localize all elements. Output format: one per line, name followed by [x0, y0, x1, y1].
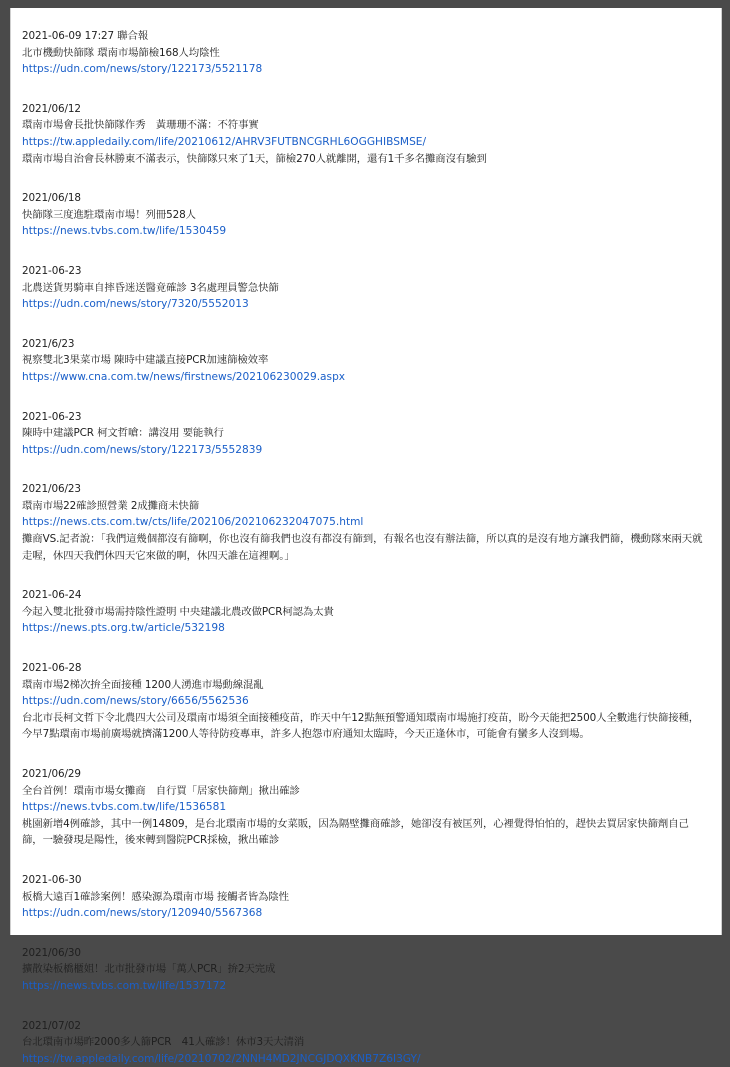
news-entry [22, 336, 709, 386]
entry-title: 環南市場22確診照營業 2成攤商未快篩 [22, 499, 200, 512]
entry-title: 快篩隊三度進駐環南市場！列冊528人 [22, 208, 196, 221]
entry-link[interactable]: https://udn.com/news/story/6656/5562536 [22, 695, 249, 708]
news-entry [22, 1018, 709, 1067]
entry-title: 環南市場2梯次拚全面接種 1200人湧進市場動線混亂 [22, 678, 264, 691]
entry-title: 陳時中建議PCR 柯文哲嗆：講沒用 要能執行 [22, 427, 224, 440]
entry-date: 2021/06/12 [22, 102, 81, 115]
news-entry [22, 872, 709, 922]
document-page [10, 8, 722, 1065]
entry-link[interactable]: https://news.cts.com.tw/cts/life/202106/202106232047075.html [22, 516, 364, 529]
entry-date: 2021/06/18 [22, 192, 81, 205]
entry-date: 2021-06-30 [22, 873, 82, 886]
entry-date: 2021/06/29 [22, 768, 81, 780]
entry-title: 全台首例！環南市場女攤商 自行買「居家快篩劑」揪出確診 [22, 784, 300, 797]
entry-note: 環南市場自治會長林勝東不滿表示，快篩隊只來了1天，篩檢270人就離開，還有1千多名攤商沒有驗到 [22, 152, 487, 165]
entry-link[interactable]: https://tw.appledaily.com/life/20210612/AHRV3FUTBNCGRHL6OGGHIBSMSE/ [22, 135, 427, 148]
entry-note: 桃園新增4例確診，其中一例14809，是台北環南市場的女菜販，因為隔壁攤商確診，她卻沒有被匡列，心裡覺得怕怕的，趕快去買居家快篩劑自己篩，一驗發現是陽性，後來轉到醫院PCR採檢，揪出確診 [22, 817, 689, 847]
entry-title: 環南市場會長批快篩隊作秀 黃珊珊不滿：不符事實 [22, 119, 259, 132]
news-entry [22, 660, 709, 743]
entry-link[interactable]: https://tw.appledaily.com/life/20210702/2NNH4MD2JNCGJDQXKNB7Z6I3GY/ [22, 1052, 421, 1065]
news-entry [22, 481, 709, 564]
entry-link[interactable]: https://news.tvbs.com.tw/life/1530459 [22, 225, 227, 238]
entry-title: 板橋大遠百1確診案例！感染源為環南市場 接觸者皆為陰性 [22, 890, 289, 903]
entry-title: 視察雙北3果菜市場 陳時中建議直接PCR加速篩檢效率 [22, 354, 269, 367]
news-entry [22, 101, 709, 167]
entry-link[interactable]: https://www.cna.com.tw/news/firstnews/202106230029.aspx [22, 370, 346, 383]
entry-title: 今起入雙北批發市場需持陰性證明 中央建議北農改做PCR柯認為太貴 [22, 605, 334, 618]
entry-date: 2021-06-23 [22, 264, 82, 277]
entry-link[interactable]: https://news.pts.org.tw/article/532198 [22, 622, 225, 635]
news-entry [22, 190, 709, 240]
entry-link[interactable]: https://udn.com/news/story/122173/5521178 [22, 63, 263, 76]
entry-link[interactable]: https://news.tvbs.com.tw/life/1536581 [22, 801, 227, 814]
news-entry [22, 945, 709, 995]
entry-link[interactable]: https://news.tvbs.com.tw/life/1537172 [22, 979, 227, 992]
news-entry [22, 28, 709, 78]
entry-link[interactable]: https://udn.com/news/story/7320/5552013 [22, 298, 249, 311]
entry-date: 2021-06-09 17:27 聯合報 [22, 30, 149, 42]
entry-title: 台北環南市場昨2000多人篩PCR 41人確診！休市3天大清消 [22, 1036, 305, 1049]
entry-date: 2021/06/30 [22, 946, 81, 959]
entry-link[interactable]: https://udn.com/news/story/120940/5567368 [22, 907, 263, 920]
entry-title: 北市機動快篩隊 環南市場篩檢168人均陰性 [22, 46, 220, 59]
news-entry [22, 263, 709, 313]
entry-note: 台北市長柯文哲下令北農四大公司及環南市場須全面接種疫苗，昨天中午12點無預警通知環南市場施打疫苗，盼今天能把2500人全數進行快篩接種，今早7點環南市場前廣場就擠滿1200人等待防疫專車，許多人抱怨市府通知太臨時，今天正逢休市，可能會有蠻多人沒到場。 [22, 711, 700, 741]
entry-date: 2021-06-28 [22, 662, 82, 675]
entry-link[interactable]: https://udn.com/news/story/122173/5552839 [22, 443, 263, 456]
entry-date: 2021/06/23 [22, 483, 81, 496]
entry-date: 2021/07/02 [22, 1019, 81, 1032]
entry-title: 北農送貨男騎車自摔昏迷送醫竟確診 3名處理員警急快篩 [22, 281, 279, 294]
entry-date: 2021-06-23 [22, 410, 82, 423]
entry-title: 擴散染板橋櫃姐！北市批發市場「萬人PCR」拚2天完成 [22, 963, 276, 976]
entry-date: 2021-06-24 [22, 589, 82, 602]
entry-date: 2021/6/23 [22, 337, 75, 350]
news-entry [22, 587, 709, 637]
entry-note: 攤商VS.記者說：「我們這幾個都沒有篩啊，你也沒有篩我們也沒有都沒有篩到，有報名也沒有辦法篩，所以真的是沒有地方讓我們篩，機動隊來兩天就走喔，休四天我們休四天它來做的啊，休四天誰在這裡啊。」 [22, 533, 703, 562]
news-entry [22, 766, 709, 849]
news-entry [22, 409, 709, 459]
